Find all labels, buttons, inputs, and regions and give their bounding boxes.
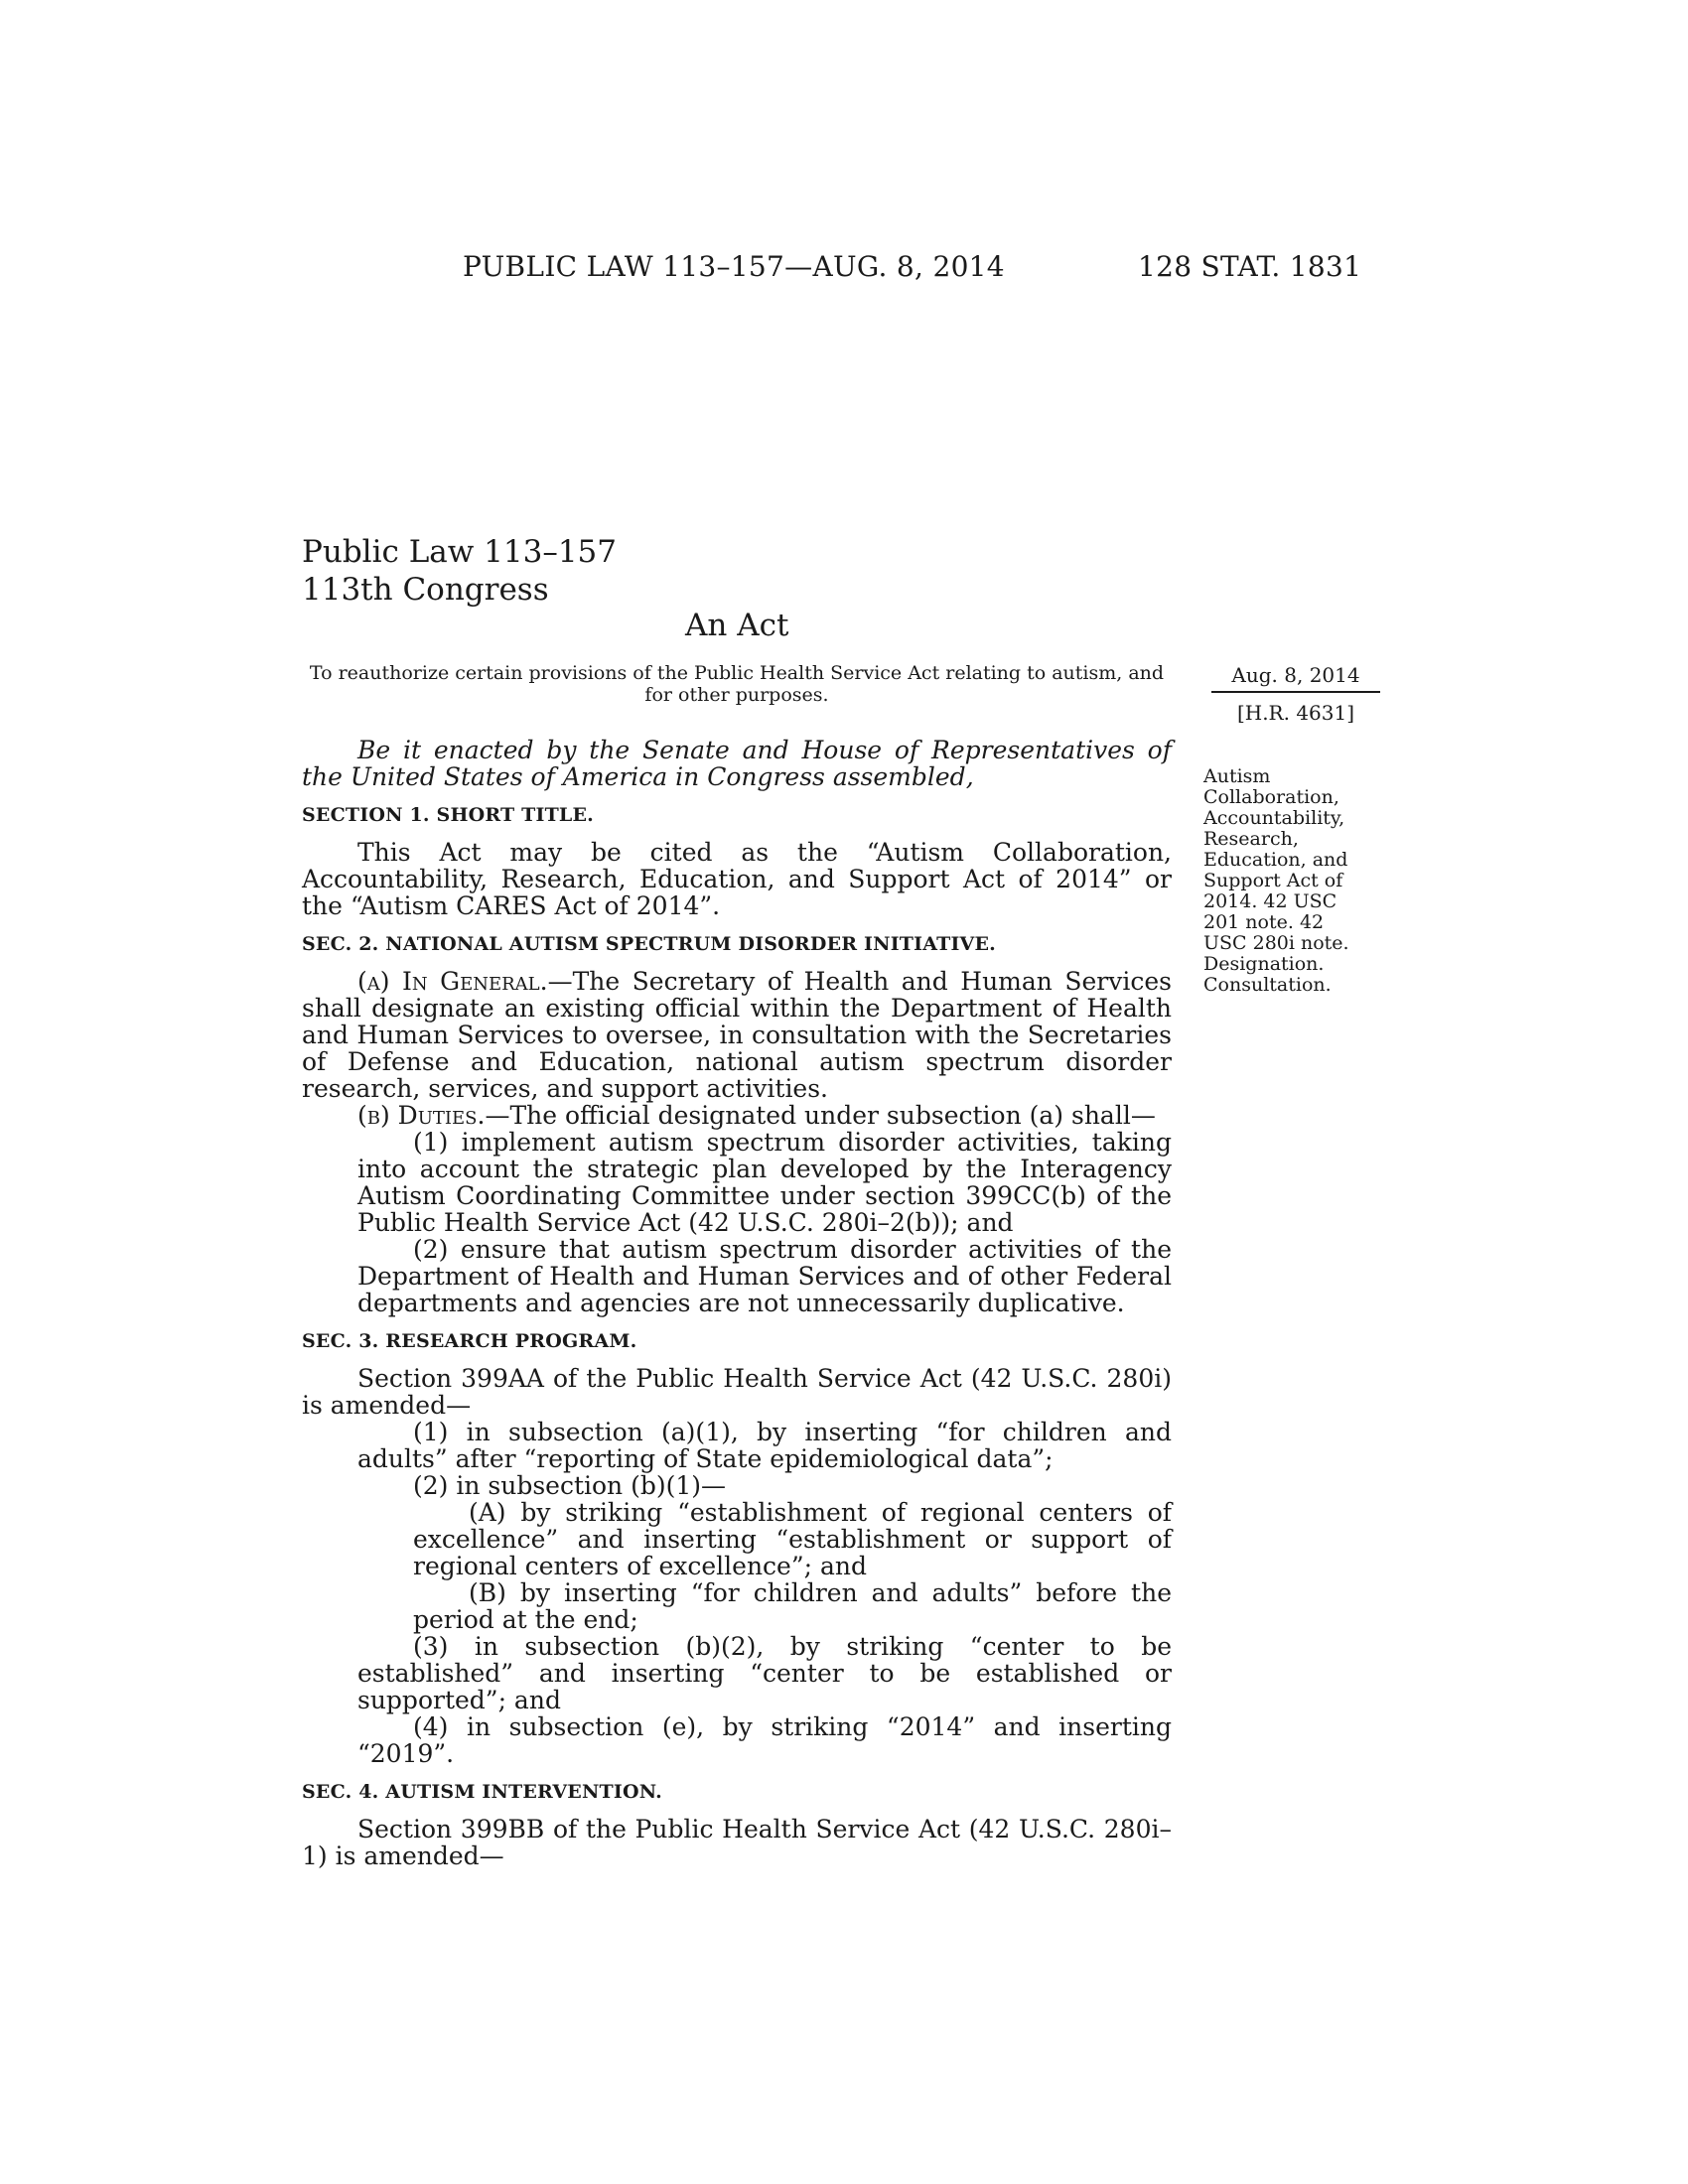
section-3-paragraph-3: (3) in subsection (b)(2), by striking “center to be established” and inserting “center to be established or supported”; and — [357, 1632, 1172, 1714]
enactment-date: Aug. 8, 2014 — [1231, 663, 1360, 687]
section-1-text: This Act may be cited as the “Autism Collaboration, Accountability, Research, Education, and Support Act of 2014” or the “Autism CARES Act of 2014”. — [302, 838, 1172, 920]
subsection-a-text: —The Secretary of Health and Human Services shall designate an existing official within the Department of Health and Human Services to oversee, in consultation with the Secretaries of Defense and Education, national autism spectrum disorder research, services, and support activities. — [302, 967, 1172, 1103]
subsection-b-text: —The official designated under subsection (a) shall— — [485, 1101, 1156, 1130]
act-body — [302, 737, 1172, 1869]
bill-number: [H.R. 4631] — [1236, 701, 1355, 725]
section-2-heading: SEC. 2. NATIONAL AUTISM SPECTRUM DISORDER INITIATIVE. — [302, 933, 996, 955]
public-law-number: Public Law 113–157 — [302, 534, 618, 570]
section-2-subsection-b — [302, 1102, 1172, 1129]
statute-reference: 128 STAT. 1831 — [1138, 250, 1362, 283]
subsection-b-label: (b) Duties. — [357, 1101, 486, 1130]
section-2-paragraph-1: (1) implement autism spectrum disorder activities, taking into account the strategic plan developed by the Interagency Autism Coordinating Committee under section 399CC(b) of the Public Health Service Act (42 U.S.C. 280i–2(b)); and — [357, 1128, 1172, 1237]
law-designation — [302, 533, 617, 609]
section-2-paragraph-2: (2) ensure that autism spectrum disorder activities of the Department of Health and Human Services and of other Federal departments and agencies are not unnecessarily duplicative. — [357, 1235, 1172, 1317]
enactment-date-block — [1211, 663, 1380, 725]
enacting-clause: Be it enacted by the Senate and House of Representatives of the United States of America in Congress assembled, — [302, 736, 1172, 791]
section-4-intro: Section 399BB of the Public Health Service Act (42 U.S.C. 280i–1) is amended— — [302, 1815, 1172, 1870]
act-purpose: To reauthorize certain provisions of the Public Health Service Act relating to autism, and for other purposes. — [309, 662, 1165, 706]
section-3-paragraph-2: (2) in subsection (b)(1)— — [413, 1471, 727, 1500]
congress-number: 113th Congress — [302, 572, 549, 608]
margin-notes: Autism Collaboration, Accountability, Research, Education, and Support Act of 2014. 42 USC 201 note. 42 USC 280i note. Designation. Consultation. — [1203, 765, 1349, 996]
section-1-heading: SECTION 1. SHORT TITLE. — [302, 804, 594, 826]
section-3-heading: SEC. 3. RESEARCH PROGRAM. — [302, 1330, 637, 1352]
act-label: An Act — [685, 608, 789, 643]
subsection-a-label: (a) In General. — [357, 967, 548, 996]
section-3-subparagraph-A: (A) by striking “establishment of regional centers of excellence” and inserting “establishment or support of regional centers of excellence”; and — [413, 1498, 1172, 1580]
date-rule — [1211, 691, 1380, 693]
section-3-intro: Section 399AA of the Public Health Service Act (42 U.S.C. 280i) is amended— — [302, 1364, 1172, 1420]
section-4-heading: SEC. 4. AUTISM INTERVENTION. — [302, 1781, 662, 1803]
section-3-subparagraph-B: (B) by inserting “for children and adults” before the period at the end; — [413, 1578, 1172, 1634]
section-3-paragraph-1: (1) in subsection (a)(1), by inserting “for children and adults” after “reporting of State epidemiological data”; — [357, 1418, 1172, 1473]
section-3-paragraph-4: (4) in subsection (e), by striking “2014” and inserting “2019”. — [357, 1712, 1172, 1768]
running-head: PUBLIC LAW 113–157—AUG. 8, 2014 — [463, 250, 1005, 283]
section-2-subsection-a — [302, 968, 1172, 1102]
